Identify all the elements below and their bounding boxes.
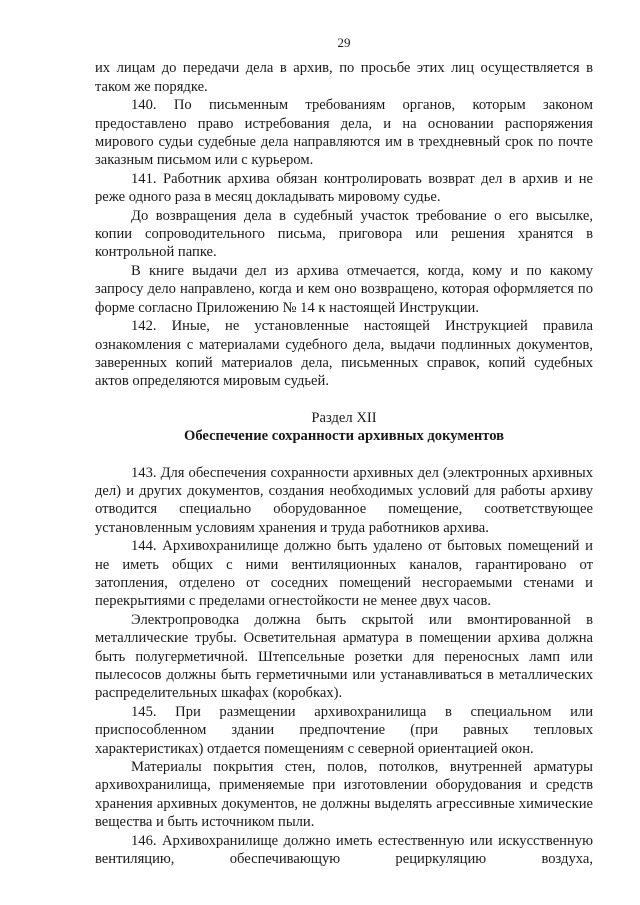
- paragraph: Электропроводка должна быть скрытой или вмонтированной в металлические трубы. Осветительная арматура в помещении архива должна быть полугерметичной. Штепсельные розетки для переносных ламп или пылесосов должны быть герметичными или устанавливаться в металлических распределительных шкафах (коробках).: [95, 611, 593, 702]
- paragraph-144: 144. Архивохранилище должно быть удалено от бытовых помещений и не иметь общих с ними вентиляционных каналов, гарантировано от затопления, отделено от соседних помещений несгораемыми стенами и перекрытиями с пределами огнестойкости не менее двух часов.: [95, 538, 593, 610]
- section-subtitle: Обеспечение сохранности архивных документов: [183, 428, 505, 445]
- section-title: Раздел XII: [311, 409, 377, 426]
- page-number: 29: [337, 35, 351, 50]
- paragraph-140: 140. По письменным требованиям органов, которым законом предоставлено право истребования дела, и на основании распоряжения мирового судьи судебные дела направляются им в трехдневный срок по почте заказным письмом или с курьером.: [95, 97, 593, 169]
- paragraph-142: 142. Иные, не установленные настоящей Инструкцией правила ознакомления с материалами судебного дела, выдачи подлинных документов, заверенных копий материалов дела, письменных справок, копий судебных актов определяются мировым судьей.: [95, 318, 593, 390]
- body-text-after-section: [95, 464, 593, 869]
- body-text-before-section: [95, 59, 593, 390]
- paragraph: До возвращения дела в судебный участок требование о его высылке, копии сопроводительного письма, приговора или решения хранятся в контрольной папке.: [95, 207, 593, 261]
- paragraph-146: 146. Архивохранилище должно иметь естественную или искусственную вентиляцию, обеспечивающую рециркуляцию воздуха,: [95, 832, 593, 868]
- paragraph-141: 141. Работник архива обязан контролировать возврат дел в архив и не реже одного раза в месяц докладывать мировому судье.: [95, 170, 593, 206]
- paragraph: В книге выдачи дел из архива отмечается, когда, кому и по какому запросу дело направлено, когда и кем оно возвращено, которая оформляется по форме согласно Приложению № 14 к настоящей Инструкции.: [95, 262, 593, 316]
- paragraph: их лицам до передачи дела в архив, по просьбе этих лиц осуществляется в таком же порядке.: [95, 60, 593, 95]
- paragraph-145: 145. При размещении архивохранилища в специальном или приспособленном здании предпочтение (при равных тепловых характеристиках) отдается помещениям с северной ориентацией окон.: [95, 703, 593, 757]
- paragraph: Материалы покрытия стен, полов, потолков, внутренней арматуры архивохранилища, применяемые при изготовлении оборудования и средств хранения архивных документов, не должны выделять агрессивные химические вещества и быть источником пыли.: [95, 759, 593, 831]
- paragraph-143: 143. Для обеспечения сохранности архивных дел (электронных архивных дел) и других документов, создания необходимых условий для работы архиву отводится специально оборудованное помещение, соответствующее установленным условиям хранения и труда работников архива.: [95, 464, 593, 536]
